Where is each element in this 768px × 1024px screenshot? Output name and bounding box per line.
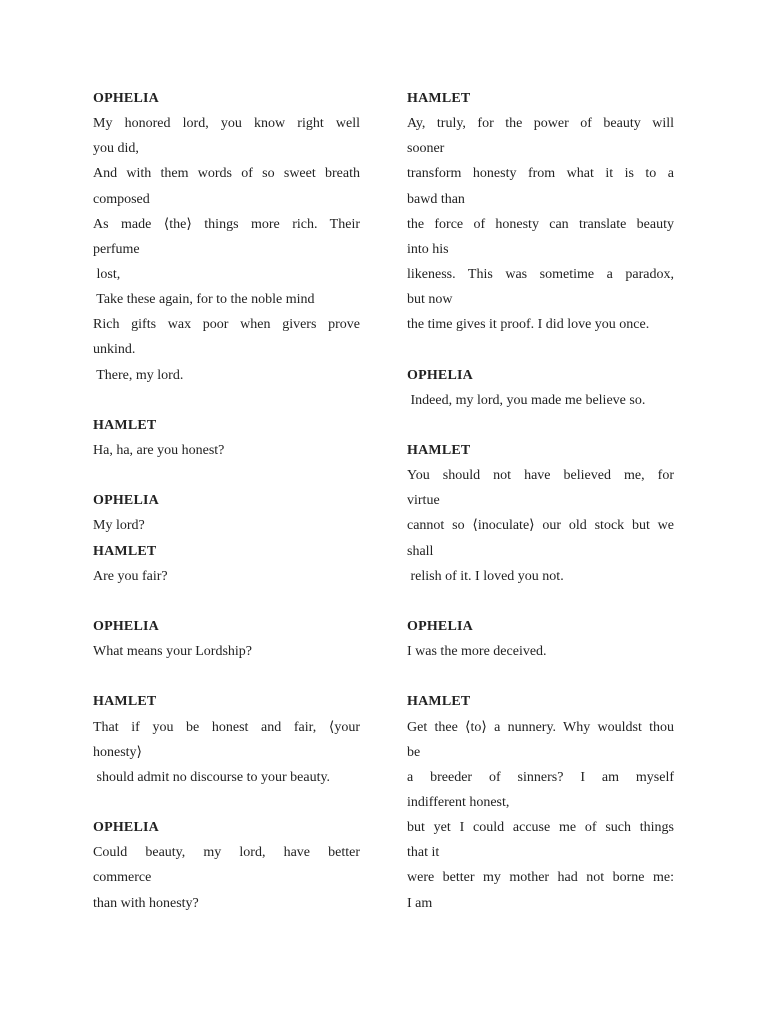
dialogue-line: the time gives it proof. I did love you once. <box>407 317 650 333</box>
dialogue-line: My honored lord, you know right well <box>93 116 360 132</box>
dialogue-line: sooner <box>407 141 445 157</box>
blank-line <box>93 664 360 689</box>
dialogue-line: Are you fair? <box>93 568 168 584</box>
dialogue-line: likeness. This was sometime a paradox, <box>407 266 674 282</box>
dialogue-line: be <box>407 744 421 760</box>
speaker-name: OPHELIA <box>93 91 159 106</box>
speaker-name: HAMLET <box>407 91 471 106</box>
dialogue-line: shall <box>407 543 434 559</box>
blank-line <box>93 790 360 815</box>
dialogue-line: What means your Lordship? <box>93 644 253 660</box>
dialogue-line: You should not have believed me, for <box>407 468 674 484</box>
speaker-name: OPHELIA <box>93 820 159 836</box>
dialogue-line: a breeder of sinners? I am myself <box>407 769 674 785</box>
speaker-name: HAMLET <box>93 417 157 433</box>
dialogue-line: that it <box>407 845 440 861</box>
dialogue-line: Could beauty, my lord, have better <box>93 845 360 861</box>
speaker-name: HAMLET <box>407 694 471 710</box>
speaker-name: OPHELIA <box>93 493 159 509</box>
dialogue-line: That if you be honest and fair, ⟨your <box>93 719 360 735</box>
dialogue-line: commerce <box>93 870 152 886</box>
dialogue-line: relish of it. I loved you not. <box>407 568 564 584</box>
dialogue-line: indifferent honest, <box>407 794 510 810</box>
dialogue-line: than with honesty? <box>93 895 199 911</box>
dialogue-line: should admit no discourse to your beauty. <box>93 769 331 785</box>
dialogue-line: composed <box>93 191 150 207</box>
dialogue-line: bawd than <box>407 191 465 207</box>
dialogue-line: you did, <box>93 141 139 157</box>
dialogue-line: Rich gifts wax poor when givers prove <box>93 317 360 333</box>
blank-line <box>407 589 674 614</box>
dialogue-line: honesty⟩ <box>93 744 143 760</box>
dialogue-line: Get thee ⟨to⟩ a nunnery. Why wouldst thou <box>407 719 674 735</box>
dialogue-line: unkind. <box>93 342 136 358</box>
dialogue-line: into his <box>407 241 449 257</box>
dialogue-line: were better my mother had not borne me: <box>407 870 674 886</box>
blank-line <box>93 589 360 614</box>
blank-line <box>407 664 674 689</box>
blank-line <box>93 463 360 488</box>
dialogue-line: but yet I could accuse me of such things <box>407 820 674 836</box>
dialogue-line: Ay, truly, for the power of beauty will <box>407 116 674 132</box>
left-column <box>93 86 360 916</box>
dialogue-line: virtue <box>407 493 440 509</box>
dialogue-line: My lord? <box>93 518 145 534</box>
dialogue-line: transform honesty from what it is to a <box>407 166 674 182</box>
speaker-name: HAMLET <box>93 543 157 559</box>
blank-line <box>93 388 360 413</box>
dialogue-line: And with them words of so sweet breath <box>93 166 360 182</box>
speaker-name: OPHELIA <box>93 618 159 634</box>
dialogue-line: Indeed, my lord, you made me believe so. <box>407 392 646 408</box>
dialogue-line: Take these again, for to the noble mind <box>93 292 315 308</box>
dialogue-line: As made ⟨the⟩ things more rich. Their <box>93 216 360 232</box>
right-column <box>407 86 674 916</box>
speaker-name: OPHELIA <box>407 367 473 383</box>
speaker-name: OPHELIA <box>407 618 473 634</box>
dialogue-line: perfume <box>93 241 140 257</box>
dialogue-line: but now <box>407 292 453 308</box>
dialogue-line: cannot so ⟨inoculate⟩ our old stock but we <box>407 518 674 534</box>
speaker-name: HAMLET <box>93 694 157 710</box>
blank-line <box>407 337 674 362</box>
dialogue-line: Ha, ha, are you honest? <box>93 442 225 458</box>
speaker-name: HAMLET <box>407 442 471 458</box>
dialogue-line: I am <box>407 895 433 911</box>
blank-line <box>407 413 674 438</box>
dialogue-line: lost, <box>93 266 121 282</box>
dialogue-line: the force of honesty can translate beauty <box>407 216 674 232</box>
dialogue-line: There, my lord. <box>93 367 184 383</box>
dialogue-line: I was the more deceived. <box>407 644 547 660</box>
